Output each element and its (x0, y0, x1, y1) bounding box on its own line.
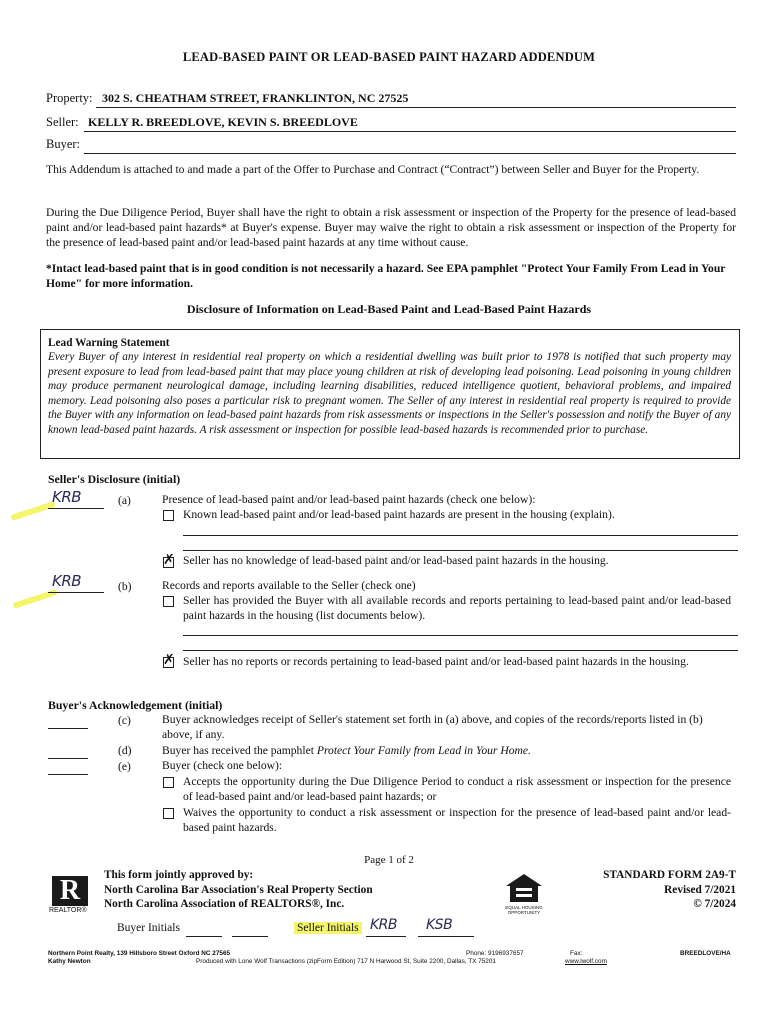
option-a-known: Known lead-based paint and/or lead-based paint hazards are present in the housing (explain). (183, 508, 615, 521)
checkbox-e-accepts[interactable] (163, 777, 174, 788)
lone-wolf-link[interactable]: www.lwolf.com (565, 958, 607, 965)
seller-initials-label: Seller Initials (294, 922, 362, 934)
form-number: STANDARD FORM 2A9-T (603, 869, 736, 881)
form-copyright: © 7/2024 (693, 898, 736, 910)
initials-line-a (48, 508, 104, 509)
item-d-prefix: Buyer has received the pamphlet (162, 744, 317, 757)
item-letter-e: (e) (118, 760, 131, 773)
form-number-block (560, 868, 736, 912)
check-x-icon: ✗ (163, 552, 175, 568)
realtor-caption: REALTOR® (49, 907, 87, 914)
checkbox-b-no-reports[interactable] (163, 652, 175, 668)
item-b-text: Records and reports available to the Seller (check one) (162, 579, 416, 592)
seller-line (84, 131, 736, 132)
epa-note: *Intact lead-based paint that is in good condition is not necessarily a hazard. See EPA pamphlet "Protect Your Family From Lead in Your Home" for more information. (46, 262, 726, 290)
due-diligence-paragraph: During the Due Diligence Period, Buyer shall have the right to obtain a risk assessment or inspection of the Property for the presence of lead-based paint and/or lead-based paint hazards* at Buyer's expense. Buyer may waive the right to obtain a risk assessment or inspection of the Property for the presence of lead-based paint and/or lead-based paint hazards at any time without cause. (46, 206, 736, 249)
seller-label: Seller: (46, 115, 79, 129)
item-d-text (162, 743, 738, 758)
intro-paragraph: This Addendum is attached to and made a part of the Offer to Purchase and Contract (“Contract”) between Seller and Buyer for the Property. (46, 163, 700, 176)
item-letter-b: (b) (118, 580, 132, 593)
item-letter-d: (d) (118, 744, 132, 757)
option-b-provided: Seller has provided the Buyer with all available records and reports pertaining to lead-based paint and/or lead-based paint hazards in the housing (list documents below). (183, 594, 731, 622)
explain-line-a2 (183, 550, 738, 551)
buyer-label: Buyer: (46, 137, 81, 151)
approval-block (104, 868, 373, 912)
item-a-text: Presence of lead-based paint and/or lead-based paint hazards (check one below): (162, 493, 536, 506)
buyer-line (84, 153, 736, 154)
buyer-initials-label: Buyer Initials (117, 922, 180, 934)
buyer-field[interactable] (46, 136, 736, 154)
seller-field[interactable] (46, 114, 736, 132)
option-e-accepts: Accepts the opportunity during the Due Diligence Period to conduct a risk assessment or inspection for the presence of lead-based paint and/or lead-based paint hazards; or (183, 775, 731, 803)
option-a-no-knowledge: Seller has no knowledge of lead-based paint and/or lead-based paint hazards in the housing. (183, 554, 609, 567)
disclosure-heading: Disclosure of Information on Lead-Based Paint and Lead-Based Paint Hazards (186, 302, 592, 316)
pamphlet-title: Protect Your Family from Lead in Your Home. (316, 744, 531, 757)
checkbox-a-known[interactable] (163, 510, 174, 521)
realtor-logo-letter: R (59, 875, 81, 906)
buyer-ack-heading: Buyer's Acknowledgement (initial) (48, 698, 223, 712)
seller-initials-b[interactable]: KRB (52, 572, 82, 590)
approval-line-2: North Carolina Bar Association's Real Property Section (104, 883, 373, 896)
agency-line-1: Northern Point Realty, 139 Hillsboro Street Oxford NC 27565 (48, 950, 231, 957)
agency-phone: Phone: 9196937657 (466, 950, 524, 957)
seller-value: KELLY R. BREEDLOVE, KEVIN S. BREEDLOVE (88, 115, 358, 129)
explain-line-a1 (183, 535, 738, 536)
option-b-no-reports: Seller has no reports or records pertaining to lead-based paint and/or lead-based paint hazards in the housing. (183, 655, 689, 668)
property-line (96, 107, 736, 108)
realtor-logo (52, 876, 88, 906)
property-value: 302 S. CHEATHAM STREET, FRANKLINTON, NC 27525 (102, 91, 409, 105)
agency-fax: Fax: (570, 950, 583, 957)
checkbox-e-waives[interactable] (163, 808, 174, 819)
item-letter-a: (a) (118, 494, 131, 507)
buyer-initials-line-d[interactable] (48, 758, 88, 759)
lead-warning-title: Lead Warning Statement (48, 337, 170, 349)
approval-line-3: North Carolina Association of REALTORS®, Inc. (104, 898, 345, 910)
buyer-initials-line-e[interactable] (48, 774, 88, 775)
form-title: LEAD-BASED PAINT OR LEAD-BASED PAINT HAZARD ADDENDUM (182, 50, 596, 64)
seller-initials-footer-2[interactable]: KSB (426, 917, 453, 933)
buyer-initials-slot-2[interactable] (232, 936, 268, 937)
check-x-icon: ✗ (163, 652, 175, 668)
seller-initials-a[interactable]: KRB (52, 488, 82, 506)
documents-line-b2 (183, 650, 738, 651)
highlight-mark-a (10, 501, 56, 521)
seller-initials-slot-2 (418, 936, 474, 937)
checkbox-b-provided[interactable] (163, 596, 174, 607)
lead-warning-body: Every Buyer of any interest in residential real property on which a residential dwelling was built prior to 1978 is notified that such property may present exposure to lead from lead-based paint that may place young children at risk of developing lead poisoning. Lead poisoning in young children may produce permanent neurological damage, including learning disabilities, reduced intelligence quotient, behavioral problems, and impaired memory. Lead poisoning also poses a particular risk to pregnant women. The Seller of any interest in residential real property is required to provide the Buyer with any information on lead-based paint hazards from risk assessments or inspections in the Seller's possession and notify the Buyer of any known lead-based paint hazards. A risk assessment or inspection for possible lead-based hazards is recommended prior to purchase. (48, 351, 731, 436)
produced-by: Produced with Lone Wolf Transactions (zipForm Edition) 717 N Harwood St, Suite 2200, Dallas, TX 75201 (196, 958, 496, 965)
property-label: Property: (46, 91, 93, 105)
initials-line-b (48, 592, 104, 593)
seller-initials-slot-1 (366, 936, 406, 937)
buyer-initials-line-c[interactable] (48, 728, 88, 729)
agency-line-2: Kathy Newton (48, 958, 91, 965)
seller-disclosure-heading: Seller's Disclosure (initial) (48, 472, 181, 486)
lead-warning-box (40, 329, 740, 459)
option-e-waives: Waives the opportunity to conduct a risk assessment or inspection for the presence of lead-based paint and/or lead-based paint hazards. (183, 806, 731, 834)
item-e-text: Buyer (check one below): (162, 759, 283, 772)
file-name: BREEDLOVE/HA (680, 950, 731, 957)
property-field[interactable] (46, 90, 736, 108)
approval-line-1: This form jointly approved by: (104, 869, 254, 881)
page-number: Page 1 of 2 (364, 854, 414, 866)
documents-line-b1 (183, 635, 738, 636)
form-revised: Revised 7/2021 (664, 883, 736, 896)
item-c-text: Buyer acknowledges receipt of Seller's statement set forth in (a) above, and copies of the records/reports listed in (b) above, if any. (162, 713, 703, 741)
eho-caption: EQUAL HOUSING OPPORTUNITY (505, 905, 543, 915)
checkbox-a-no-knowledge[interactable] (163, 552, 175, 568)
item-letter-c: (c) (118, 714, 131, 727)
buyer-initials-slot-1[interactable] (186, 936, 222, 937)
seller-initials-footer-1[interactable]: KRB (370, 917, 398, 933)
